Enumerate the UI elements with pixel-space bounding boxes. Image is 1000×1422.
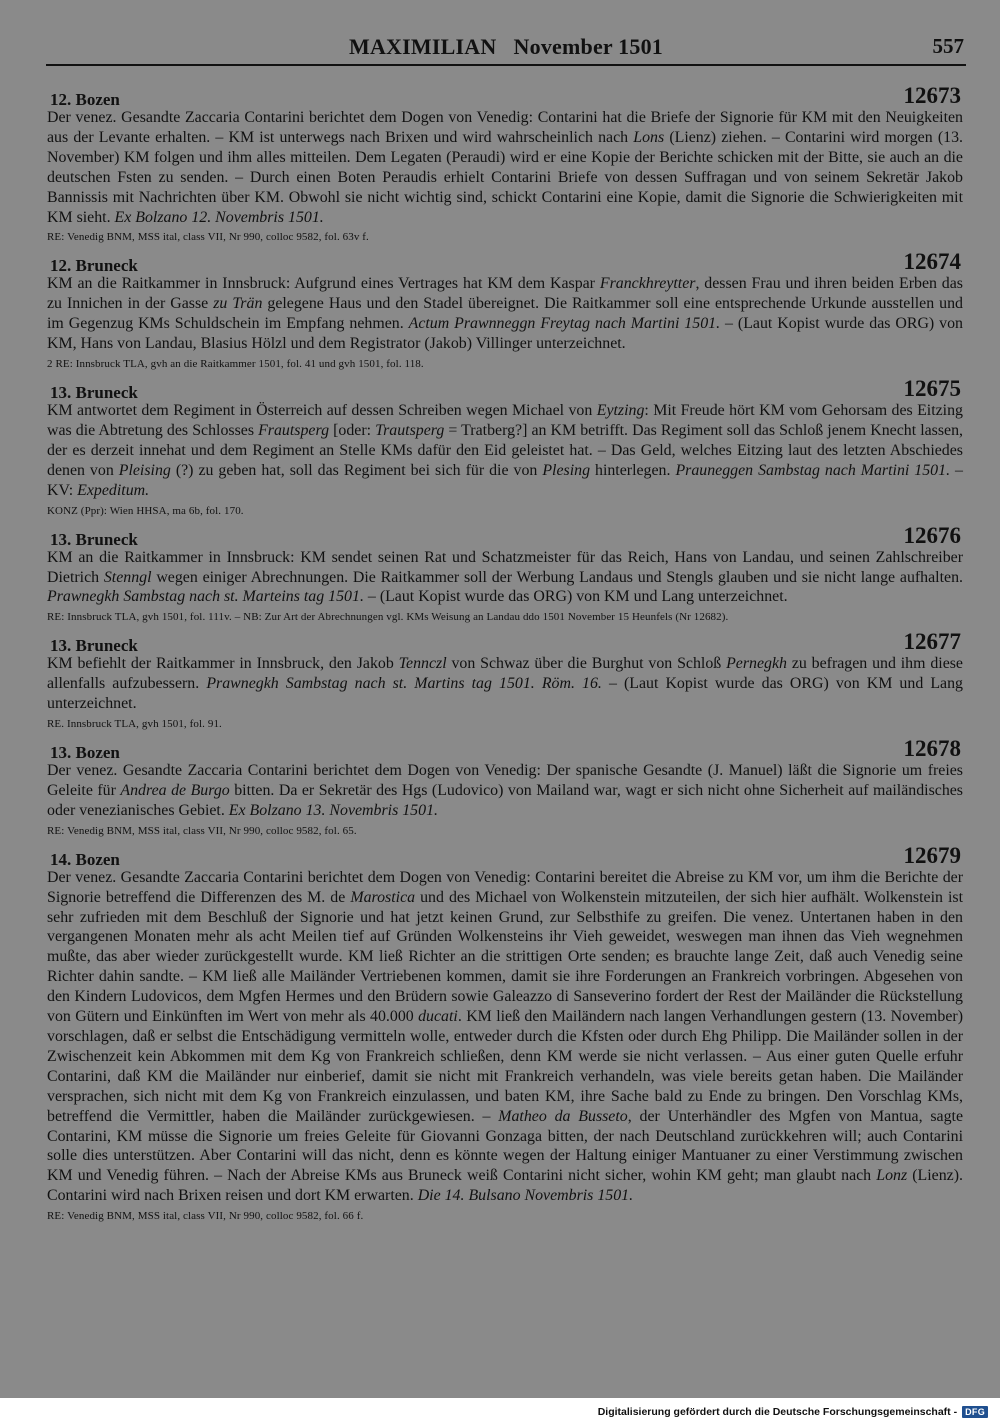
entry-text: KM an die Raitkammer in Innsbruck: Aufgrund eines Vertrages hat KM dem Kaspar Franckhreytter, dessen Frau und ihren beiden Erben das zu Innichen in der Gasse zu Trän gelegene Haus und den Stadel übereignet. Die Raitkammer soll eine entsprechende Urkunde ausstellen und im Gegenzug KMs Schuldschein im Empfang nehmen. Actum Prawnneggn Freytag nach Martini 1501. – (Laut Kopist wurde das ORG) von KM, Hans von Landau, Blasius Hölzl und dem Registrator (Jakob) Villinger unterzeichnet. bbox=[47, 275, 963, 353]
entry-number: 12674 bbox=[903, 249, 961, 275]
entry-12679 bbox=[47, 842, 963, 1224]
entry-12674 bbox=[47, 249, 963, 372]
entry-12678 bbox=[47, 736, 963, 839]
entry-date: 13. Bruneck bbox=[50, 636, 138, 656]
entry-number: 12673 bbox=[903, 83, 961, 108]
entry-number: 12678 bbox=[903, 736, 961, 762]
entry-source: RE: Venedig BNM, MSS ital, class VII, Nr 990, colloc 9582, fol. 63v f. bbox=[47, 231, 369, 244]
entry-source: RE: Innsbruck TLA, gvh 1501, fol. 111v. – NB: Zur Art der Abrechnungen vgl. KMs Weisung an Landau ddo 1501 November 15 Heunfels (Nr 12682). bbox=[47, 611, 729, 624]
funding-footer bbox=[598, 1405, 988, 1419]
running-header bbox=[46, 34, 966, 66]
entry-text: KM befiehlt der Raitkammer in Innsbruck, den Jakob Tennczl von Schwaz über die Burghut von Schloß Pernegkh zu befragen und ihm diese allenfalls aufzubessern. Prawnegkh Sambstag nach st. Martins tag 1501. Röm. 16. – (Laut Kopist wurde das ORG) von KM und Lang unterzeichnet. bbox=[47, 655, 963, 713]
entry-number: 12676 bbox=[903, 522, 961, 548]
page-number: 557 bbox=[932, 34, 964, 58]
page-title: MAXIMILIAN November 1501 bbox=[349, 34, 663, 59]
entry-date: 13. Bozen bbox=[50, 743, 120, 763]
entry-date: 13. Bruneck bbox=[50, 529, 138, 549]
entry-text: KM an die Raitkammer in Innsbruck: KM sendet seinen Rat und Schatzmeister für das Reich, Hans von Landau, und seinen Zahlschreiber Dietrich Stenngl wegen einiger Abrechnungen. Die Raitkammer soll der Werbung Landaus und Stengls glauben und sie nicht lange aufhalten. Prawnegkh Sambstag nach st. Marteins tag 1501. – (Laut Kopist wurde das ORG) von KM und Lang unterzeichnet. bbox=[47, 548, 963, 606]
entry-source: KONZ (Ppr): Wien HHSA, ma 6b, fol. 170. bbox=[47, 504, 244, 517]
regesten-list bbox=[47, 83, 964, 1233]
entry-source: 2 RE: Innsbruck TLA, gvh an die Raitkammer 1501, fol. 41 und gvh 1501, fol. 118. bbox=[47, 358, 424, 371]
entry-text: Der venez. Gesandte Zaccaria Contarini berichtet dem Dogen von Venedig: Der spanische Gesandte (J. Manuel) läßt die Signorie um freies Geleite für Andrea de Burgo bitten. Da er Sekretär des Hgs (Ludovico) von Mailand war, wagt er sich nicht ohne Sicherheit auf mailändisches oder venezianisches Gebiet. Ex Bolzano 13. Novembris 1501. bbox=[47, 762, 963, 819]
dfg-logo-icon: DFG bbox=[962, 1406, 988, 1418]
entry-date: 12. Bruneck bbox=[50, 256, 138, 276]
entry-date: 13. Bruneck bbox=[50, 383, 138, 403]
entry-source: RE: Venedig BNM, MSS ital, class VII, Nr 990, colloc 9582, fol. 66 f. bbox=[47, 1210, 364, 1223]
footer-text: Digitalisierung gefördert durch die Deutsche Forschungsgemeinschaft - bbox=[597, 1406, 958, 1418]
entry-12677 bbox=[47, 629, 963, 732]
entry-source: RE: Venedig BNM, MSS ital, class VII, Nr 990, colloc 9582, fol. 65. bbox=[47, 824, 357, 837]
entry-date: 12. Bozen bbox=[50, 90, 120, 109]
entry-number: 12675 bbox=[903, 376, 961, 402]
entry-number: 12677 bbox=[903, 629, 961, 655]
entry-text: Der venez. Gesandte Zaccaria Contarini berichtet dem Dogen von Venedig: Contarini hat die Briefe der Signorie für KM mit den Neuigkeiten aus der Levante erhalten. – KM ist unterwegs nach Brixen und wird wahrscheinlich nach Lons (Lienz) ziehen. – Contarini wird morgen (13. November) KM folgen und ihm alles mitteilen. Dem Legaten (Peraudi) wird er eine Kopie der Berichte schicken mit der Bitte, sie auch an die deutschen Fsten zu senden. – Durch einen Boten Peraudis erhielt Contarini Briefe von dessen Suffragan und von seinem Sekretär Jakob Bannissis mit Nachrichten über KM. Obwohl sie nicht wichtig sind, schickt Contarini eine Kopie, damit die Signorie die Schwierigkeiten mit KM sieht. Ex Bolzano 12. Novembris 1501. bbox=[47, 109, 963, 226]
entry-12673 bbox=[47, 83, 963, 245]
entry-date: 14. Bozen bbox=[50, 849, 120, 869]
entry-number: 12679 bbox=[903, 842, 961, 868]
entry-12675 bbox=[47, 376, 964, 519]
entry-source: RE. Innsbruck TLA, gvh 1501, fol. 91. bbox=[47, 718, 222, 731]
entry-text: Der venez. Gesandte Zaccaria Contarini berichtet dem Dogen von Venedig: Contarini bereitet die Abreise zu KM vor, um ihm die Berichte der Signorie betreffend die Differenzen des M. de Marostica und des Michael von Wolkenstein mitzuteilen, der sich hier aufhält. Wolkenstein ist sehr zufrieden mit dem Beschluß der Signorie und hat jetzt keinen Grund, zur Selbsthife zu greifen. Die venez. Untertanen haben in den vergangenen Monaten mehr als acht Meilen tief auf Gründen Wolkensteins ihr Vieh geweidet, weswegen man ihnen das Vieh wegnehmen mußte, das aber wieder zurückgestellt wurde. KM ließ Richter an die strittigen Orte senden; es brauchte lange Zeit, daß auch Venedig seine Richter dahin sandte. – KM ließ alle Mailänder Vertriebenen kommen, damit sie ihre Forderungen an Frankreich vorbringen. Abgesehen von den Kindern Ludovicos, dem Mgfen Hermes und den Brüdern sowie Galeazzo di Sanseverino fordert der Rest der Mailänder die Rückstellung von Gütern und Einkünften im Wert von mehr als 40.000 ducati. KM ließ den Mailändern nach langen Verhandlungen gestern (13. November) vorschlagen, daß er selbst die Entschädigung vermitteln wolle, entweder durch die Kfsten oder durch Ehg Philipp. Die Mailänder sollen in der Zwischenzeit kein Abkommen mit dem Kg von Frankreich schließen, denn KM werde sie nicht verlassen. – Aus einer guten Quelle erfuhr Contarini, daß KM die Mailänder nur einberief, damit sie nicht mit Frankreich verhandeln, was viele bereits getan haben. Die Mailänder versprachen, sich nicht mit dem Kg von Frankreich einzulassen, und baten KM, ihre Sache bald zu Ende zu bringen. Den Vorschlag KMs, betreffend die Vermittler, haben die Mailänder zurückgewiesen. – Matheo da Busseto, der Unterhändler des Mgfen von Mantua, sagte Contarini, KM müsse die Signorie um freies Geleite für Giovanni Gonzaga bitten, der nach Deutschland zurückkehren will; auch Contarini solle dies unterstützen. Aber Contarini will das nicht, denn es könnte wegen der Haltung einiger Mantuaner zu einer Verstimmung zwischen KM und Venedig führen. – Nach der Abreise KMs aus Bruneck weiß Contarini nicht sicher, wohin KM geht; man glaubt nach Lonz (Lienz). Contarini wird nach Brixen reisen und dort KM erwarten. Die 14. Bulsano Novembris 1501. bbox=[47, 868, 963, 1205]
entry-text: KM antwortet dem Regiment in Österreich auf dessen Schreiben wegen Michael von Eytzing: Mit Freude hört KM vom Gehorsam des Eitzing was die Abtretung des Schlosses Frautsperg [oder: Trautsperg = Tratberg?] an KM betrifft. Das Regiment soll das Schloß jenem Knecht lassen, der es derzeit innehat und dem Regiment an Stelle KMs dafür den Eid geleistet hat. – Das Geld, welches Eitzing laut des letzten Abschiedes denen von Pleising (?) zu geben hat, soll das Regiment bei sich für die von Plesing hinterlegen. Prauneggen Sambstag nach Martini 1501. – KV: Expeditum. bbox=[47, 402, 964, 499]
entry-12676 bbox=[47, 522, 963, 626]
